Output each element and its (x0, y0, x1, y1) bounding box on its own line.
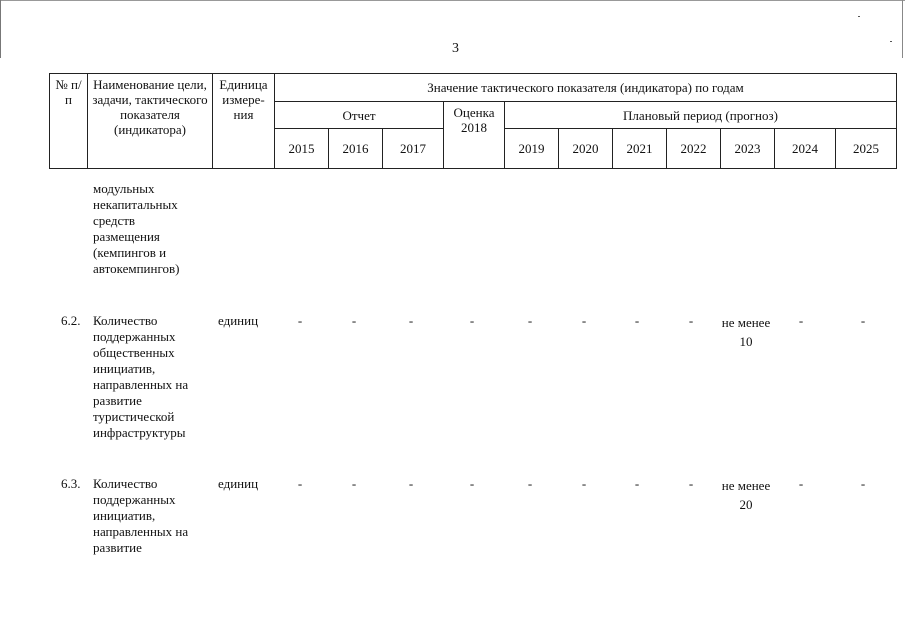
header-col-name: Наименование цели, задачи, тактического показателя (индикатора) (88, 74, 213, 169)
name-line: Количество (93, 476, 158, 491)
name-line: инфраструктуры (93, 425, 186, 440)
name-line: поддержанных (93, 492, 176, 507)
header-group-report: Отчет (275, 102, 444, 129)
value-2023: не менее 20 (721, 478, 771, 512)
value-2018: - (469, 313, 475, 328)
header-year: 2017 (383, 129, 444, 169)
name-line: общественных (93, 345, 175, 360)
name-line: размещения (93, 229, 160, 244)
value-2023: не менее 10 (721, 315, 771, 349)
header-year: 2024 (775, 129, 836, 169)
name-line: средств (93, 213, 136, 228)
name-line: автокемпингов) (93, 261, 180, 276)
header-year: 2021 (613, 129, 667, 169)
scan-edge-top (0, 0, 905, 7)
scan-speck (890, 41, 892, 42)
value-2017: - (408, 476, 414, 491)
name-line: (кемпингов и (93, 245, 167, 260)
indicator-name (93, 476, 213, 556)
name-line: некапитальных (93, 197, 178, 212)
value-2024: - (798, 476, 804, 491)
value-2021: - (634, 476, 640, 491)
header-col-number: № п/п (50, 74, 88, 169)
name-line: Количество (93, 313, 158, 328)
header-group-estimate: Оценка 2018 (444, 102, 505, 169)
value-2025: - (860, 476, 866, 491)
unit: единиц (218, 476, 259, 491)
value-2015: - (297, 313, 303, 328)
name-line: направленных на (93, 377, 189, 392)
header-col-values: Значение тактического показателя (индикатора) по годам (275, 74, 897, 102)
header-group-plan: Плановый период (прогноз) (505, 102, 897, 129)
name-line: развитие (93, 540, 142, 555)
name-line: инициатив, (93, 361, 156, 376)
unit: единиц (218, 313, 259, 328)
header-year: 2016 (329, 129, 383, 169)
value-2022: - (688, 313, 694, 328)
name-line: инициатив, (93, 508, 156, 523)
indicator-table-header (49, 73, 897, 169)
value-2019: - (527, 313, 533, 328)
scan-speck (858, 16, 860, 17)
value-2019: - (527, 476, 533, 491)
name-line: поддержанных (93, 329, 176, 344)
value-2021: - (634, 313, 640, 328)
scan-edge-right (902, 0, 903, 58)
page-number: 3 (452, 41, 459, 56)
header-year: 2025 (836, 129, 897, 169)
scan-edge-left (0, 0, 1, 58)
value-2020: - (581, 313, 587, 328)
value-2018: - (469, 476, 475, 491)
value-2016: - (351, 476, 357, 491)
header-year: 2020 (559, 129, 613, 169)
value-2020: - (581, 476, 587, 491)
value-2022: - (688, 476, 694, 491)
header-year: 2023 (721, 129, 775, 169)
name-line: туристической (93, 409, 175, 424)
value-2017: - (408, 313, 414, 328)
header-year: 2022 (667, 129, 721, 169)
name-line: развитие (93, 393, 142, 408)
header-year: 2015 (275, 129, 329, 169)
indicator-name (93, 313, 213, 441)
name-line: направленных на (93, 524, 189, 539)
value-2015: - (297, 476, 303, 491)
header-col-unit: Единица измере-ния (213, 74, 275, 169)
name-line: модульных (93, 181, 155, 196)
value-2024: - (798, 313, 804, 328)
indicator-name (93, 181, 213, 277)
header-year: 2019 (505, 129, 559, 169)
value-2016: - (351, 313, 357, 328)
row-number: 6.3. (61, 476, 81, 491)
row-number: 6.2. (61, 313, 81, 328)
value-2025: - (860, 313, 866, 328)
